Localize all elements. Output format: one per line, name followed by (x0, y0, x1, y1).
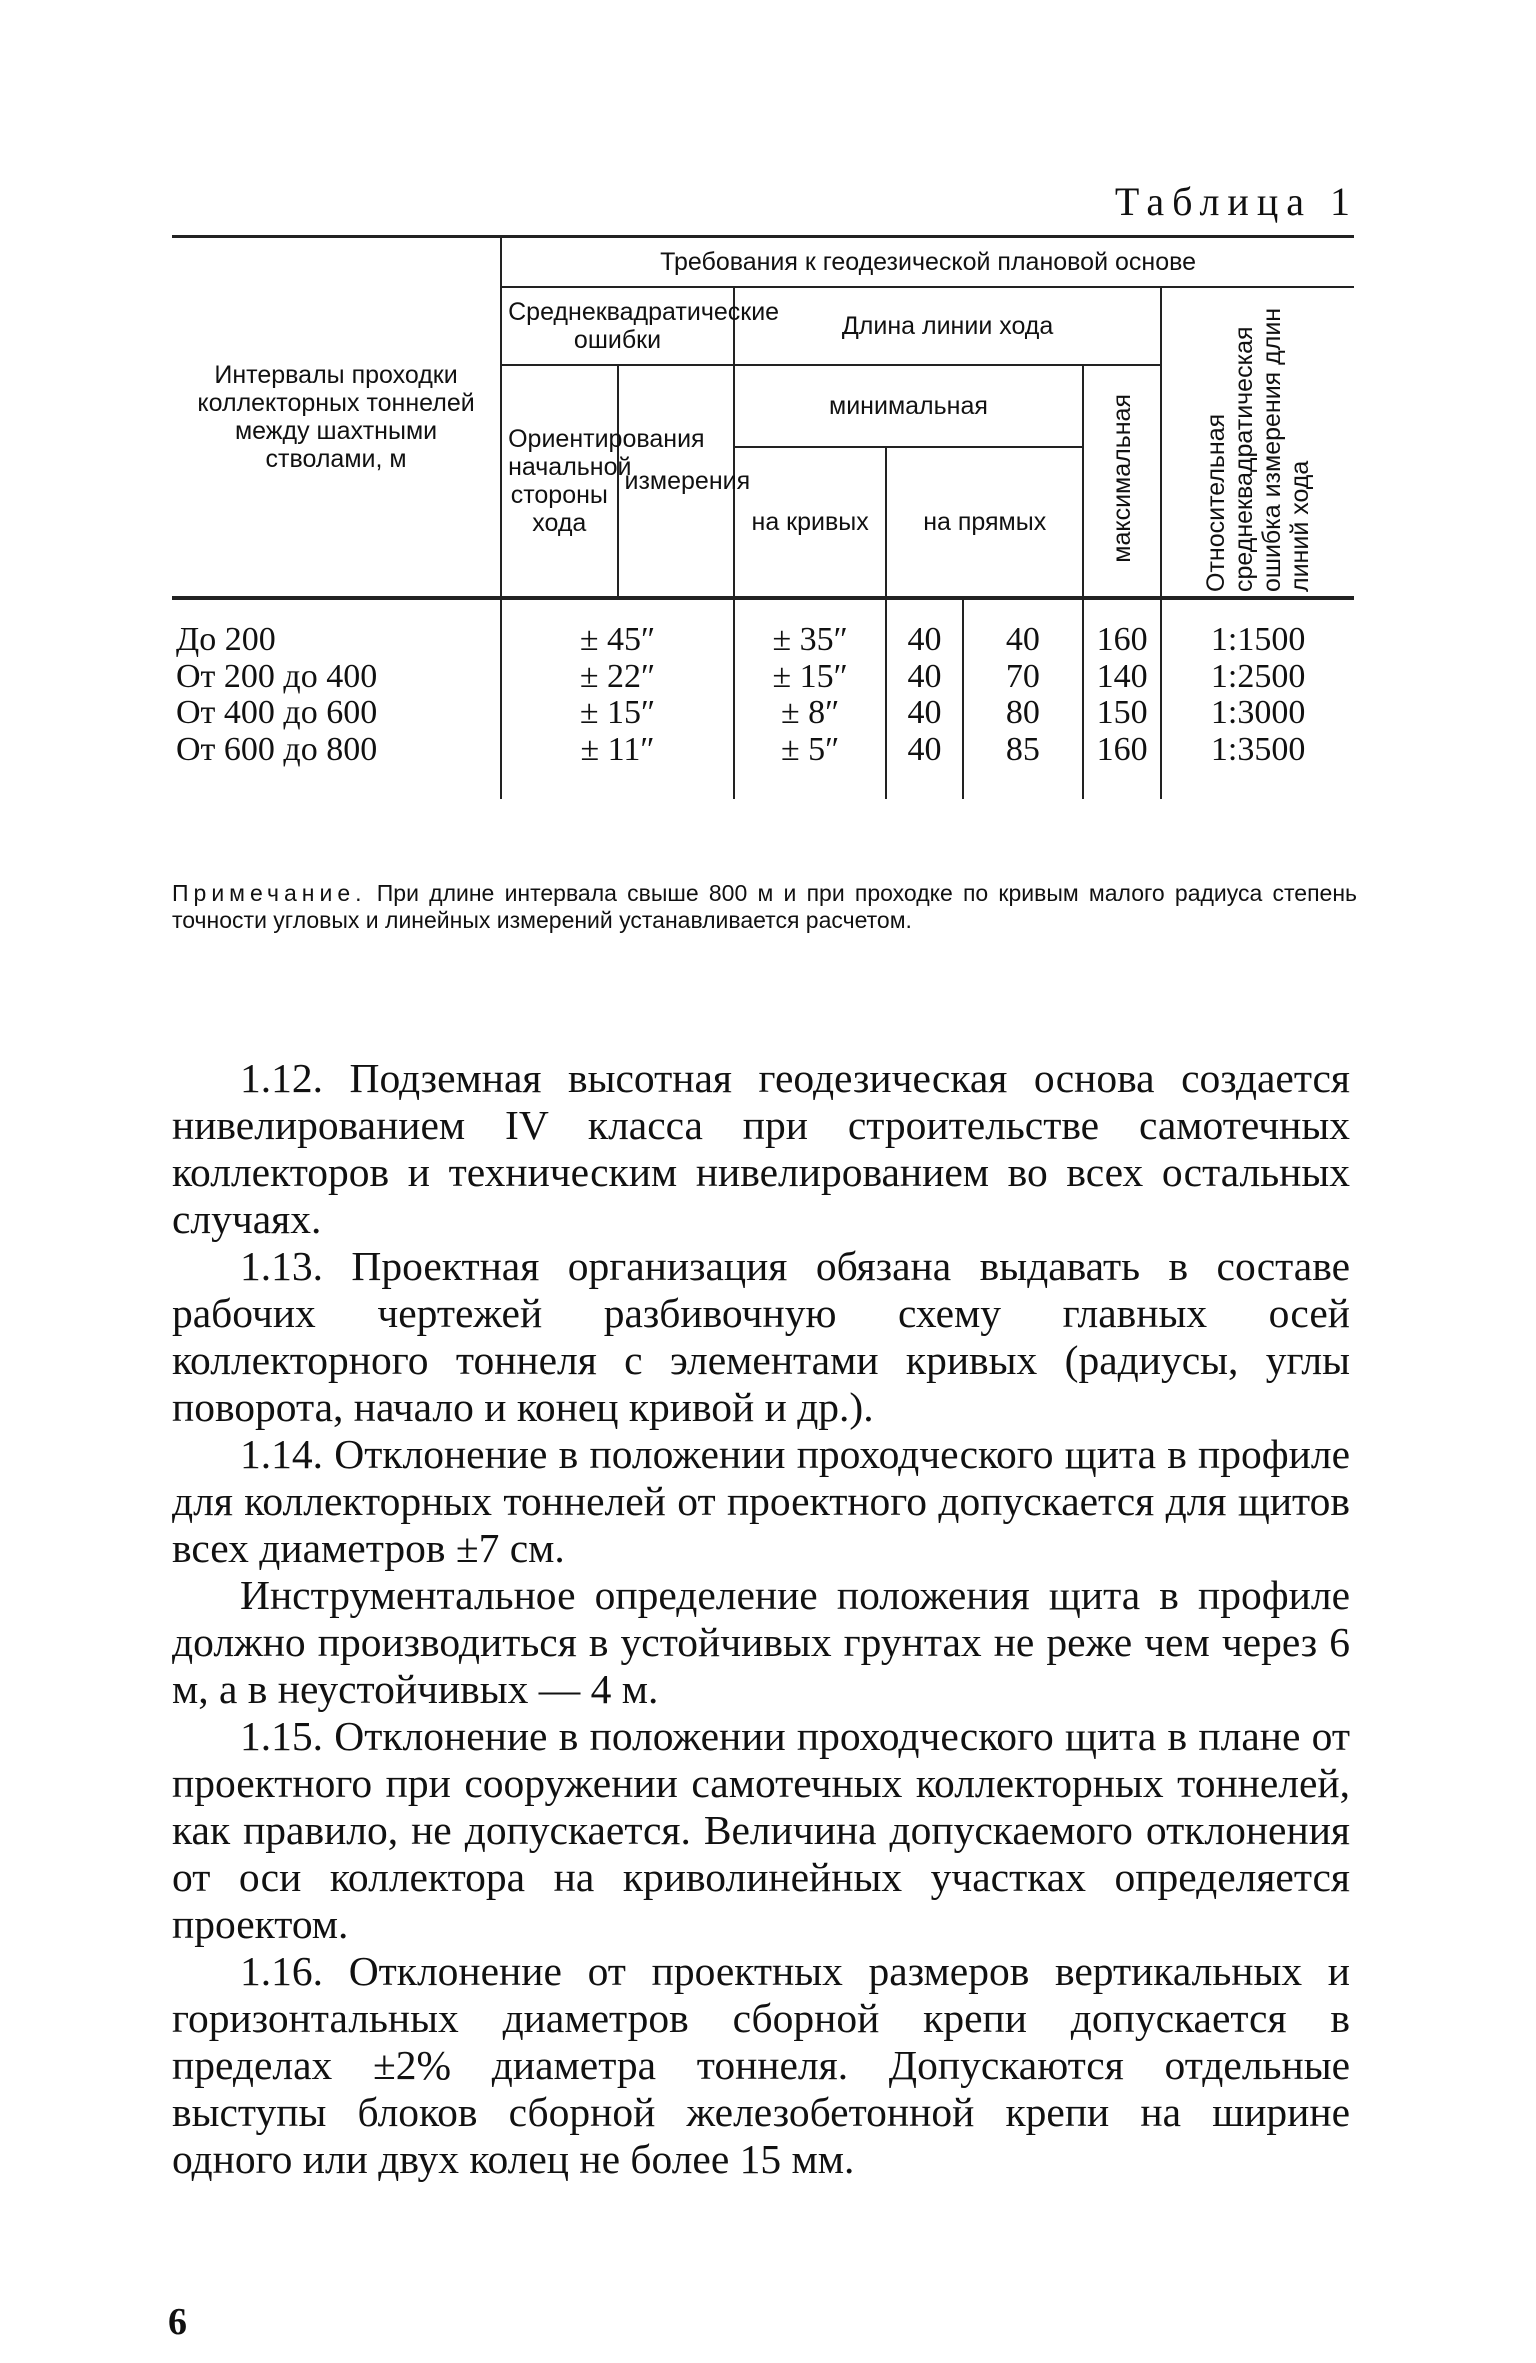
measurement-value: ± 35″ (772, 621, 848, 658)
orientation-value: ± 45″ (579, 621, 656, 658)
paragraph: Инструментальное определение положения щита в профиле должно производиться в устойчивых грунтах не реже чем через 6 м, а в неустойчивых — 4 м. (172, 1572, 1350, 1712)
header-rms-errors: Среднеквадратические ошибки (501, 287, 734, 365)
header-measurement: измерения (618, 365, 734, 598)
cell-relative-error (1161, 598, 1354, 799)
min-curves-value: 40 (907, 731, 942, 769)
relative-error-value: 1:3000 (1210, 694, 1306, 732)
maximum-value: 160 (1096, 731, 1148, 769)
measurement-value: ± 8″ (780, 694, 840, 732)
header-on-straights: на прямых (886, 447, 1083, 598)
page-number: 6 (168, 2301, 187, 2343)
measurement-value: ± 15″ (772, 657, 848, 695)
header-intervals: Интервалы проходки коллекторных тоннелей между шахтными стволами, м (172, 237, 501, 599)
header-relative-error (1161, 287, 1354, 598)
table-row (172, 598, 1354, 799)
relative-error-value: 1:3500 (1210, 731, 1306, 769)
maximum-value: 140 (1096, 657, 1148, 695)
cell-orientation (501, 598, 734, 799)
header-minimum: минимальная (734, 365, 1083, 447)
table-caption: Таблица 1 (1114, 179, 1358, 224)
header-relative-error-text: Относительная среднеквадратическая ошибка измерения длин линий хода (1202, 307, 1315, 592)
orientation-value: ± 15″ (579, 694, 656, 732)
orientation-value: ± 22″ (579, 657, 656, 695)
header-maximum (1083, 365, 1161, 598)
body-text (172, 1055, 1350, 2183)
paragraph: 1.12. Подземная высотная геодезическая основа создается нивелированием IV класса при строительстве самотечных коллекторов и техническим нивелированием во всех остальных случаях. (172, 1055, 1350, 1242)
interval-value: От 200 до 400 (176, 657, 378, 695)
orientation-value: ± 11″ (580, 731, 655, 769)
header-requirements: Требования к геодезической плановой основе (501, 237, 1354, 288)
table-note (172, 880, 1357, 934)
paragraph: 1.15. Отклонение в положении проходческого щита в плане от проектного при сооружении самотечных коллекторных тоннелей, как правило, не допускается. Величина допускаемого отклонения от оси коллектора на криволинейных участках определяется проектом. (172, 1713, 1350, 1947)
min-curves-value: 40 (907, 657, 942, 695)
min-curves-value: 40 (907, 621, 942, 658)
cell-maximum (1083, 598, 1161, 799)
interval-value: От 400 до 600 (176, 694, 378, 732)
header-on-curves: на кривых (734, 447, 887, 598)
min-straights-value: 70 (1005, 657, 1040, 695)
cell-min-curves (886, 598, 962, 799)
maximum-value: 160 (1096, 621, 1148, 658)
interval-value: От 600 до 800 (176, 731, 378, 769)
measurement-value: ± 5″ (780, 731, 840, 769)
header-maximum-text: максимальная (1108, 393, 1137, 563)
maximum-value: 150 (1096, 694, 1148, 732)
relative-error-value: 1:2500 (1210, 657, 1306, 695)
paragraph: 1.16. Отклонение от проектных размеров вертикальных и горизонтальных диаметров сборной крепи допускается в пределах ±2% диаметра тоннеля. Допускаются отдельные выступы блоков сборной железобетонной крепи на ширине одного или двух колец не более 15 мм. (172, 1948, 1350, 2182)
cell-intervals (172, 598, 501, 799)
cell-min-straights (963, 598, 1083, 799)
paragraph: 1.13. Проектная организация обязана выдавать в составе рабочих чертежей разбивочную схему главных осей коллекторного тоннеля с элементами кривых (радиусы, углы поворота, начало и конец кривой и др.). (172, 1243, 1350, 1430)
paragraph: 1.14. Отклонение в положении проходческого щита в профиле для коллекторных тоннелей от проектного допускается для щитов всех диаметров ±7 см. (172, 1431, 1350, 1571)
requirements-table (172, 235, 1354, 799)
header-orientation: Ориентирования начальной стороны хода (501, 365, 617, 598)
min-straights-value: 85 (1005, 731, 1040, 769)
min-curves-value: 40 (907, 694, 942, 732)
requirements-table-container (172, 235, 1354, 799)
relative-error-value: 1:1500 (1210, 621, 1306, 658)
header-traverse-length: Длина линии хода (734, 287, 1161, 365)
min-straights-value: 40 (1005, 621, 1040, 658)
cell-measurement (734, 598, 887, 799)
min-straights-value: 80 (1005, 694, 1040, 732)
note-text: При длине интервала свыше 800 м и при проходке по кривым малого радиуса степень точности угловых и линейных измерений устанавливается расчетом. (172, 880, 1358, 934)
note-label: Примечание. (172, 880, 367, 906)
interval-value: До 200 (176, 621, 276, 658)
